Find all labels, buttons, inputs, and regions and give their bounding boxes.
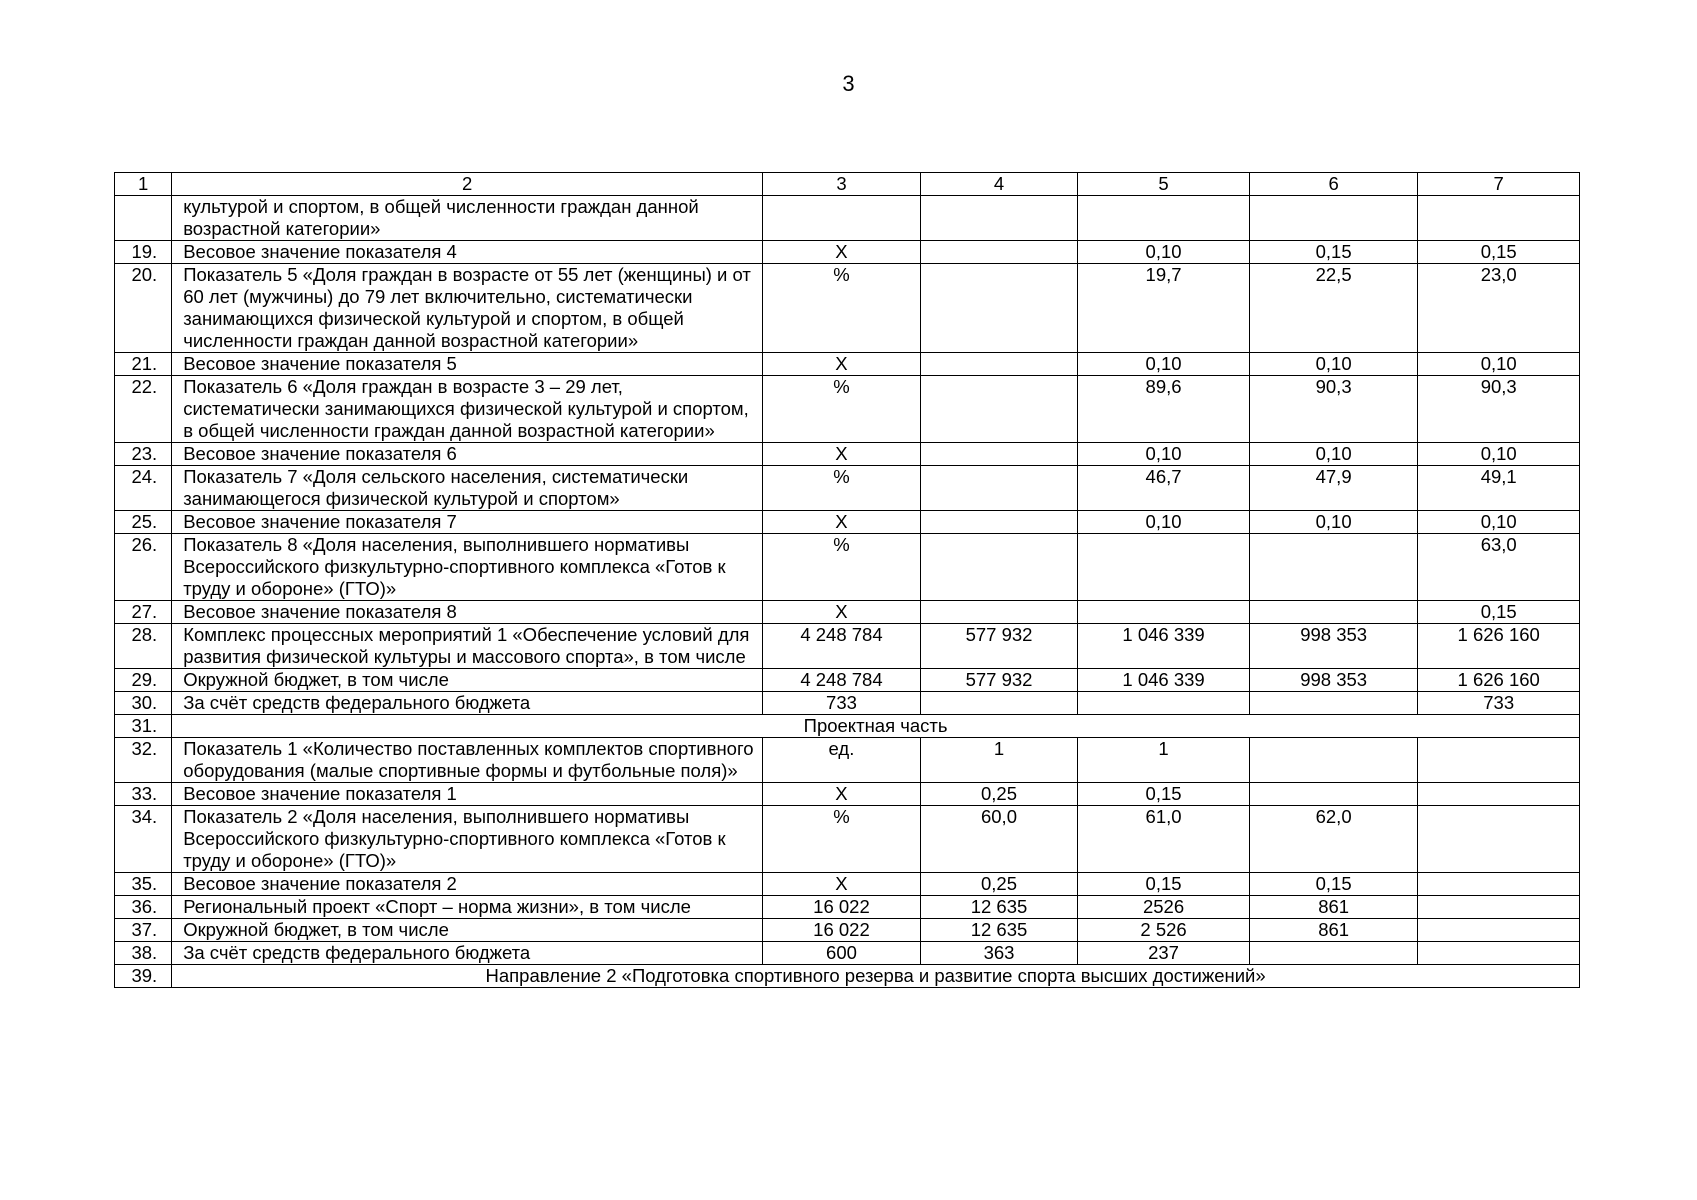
- indicator-name-cell: За счёт средств федерального бюджета: [172, 692, 763, 715]
- table-row: [115, 919, 1580, 942]
- section-row: [115, 715, 1580, 738]
- value-cell: 0,10: [1078, 511, 1250, 534]
- table-row: [115, 873, 1580, 896]
- value-cell: 0,15: [1418, 241, 1580, 264]
- value-cell: [1418, 806, 1580, 873]
- table-row: [115, 511, 1580, 534]
- unit-cell: Х: [763, 783, 921, 806]
- value-cell: [920, 353, 1078, 376]
- value-cell: 363: [920, 942, 1078, 965]
- indicator-name-cell: Показатель 5 «Доля граждан в возрасте от 55 лет (женщины) и от 60 лет (мужчины) до 79 лет включительно, систематически занимающихся физической культурой и спортом, в общей численности граждан данной возрастной категории»: [172, 264, 763, 353]
- indicator-name-cell: Показатель 8 «Доля населения, выполнившего нормативы Всероссийского физкультурно-спортивного комплекса «Готов к труду и обороне» (ГТО)»: [172, 534, 763, 601]
- table-row: [115, 738, 1580, 783]
- indicator-name-cell: Региональный проект «Спорт – норма жизни», в том числе: [172, 896, 763, 919]
- value-cell: [1249, 692, 1418, 715]
- row-number-cell: 24.: [115, 466, 172, 511]
- row-number-cell: 31.: [115, 715, 172, 738]
- value-cell: [1078, 601, 1250, 624]
- row-number-cell: 33.: [115, 783, 172, 806]
- unit-cell: 733: [763, 692, 921, 715]
- value-cell: [920, 692, 1078, 715]
- unit-cell: ед.: [763, 738, 921, 783]
- value-cell: [1078, 692, 1250, 715]
- table-header-row: [115, 173, 1580, 196]
- indicator-name-cell: Весовое значение показателя 7: [172, 511, 763, 534]
- section-row: [115, 965, 1580, 988]
- section-title-cell: Направление 2 «Подготовка спортивного резерва и развитие спорта высших достижений»: [172, 965, 1580, 988]
- value-cell: 998 353: [1249, 669, 1418, 692]
- value-cell: 61,0: [1078, 806, 1250, 873]
- value-cell: 1: [920, 738, 1078, 783]
- indicator-name-cell: культурой и спортом, в общей численности граждан данной возрастной категории»: [172, 196, 763, 241]
- value-cell: 47,9: [1249, 466, 1418, 511]
- value-cell: 861: [1249, 896, 1418, 919]
- value-cell: 0,10: [1249, 511, 1418, 534]
- value-cell: 22,5: [1249, 264, 1418, 353]
- value-cell: 0,15: [1418, 601, 1580, 624]
- value-cell: 577 932: [920, 624, 1078, 669]
- value-cell: [1418, 896, 1580, 919]
- value-cell: 1: [1078, 738, 1250, 783]
- value-cell: 46,7: [1078, 466, 1250, 511]
- table-row: [115, 264, 1580, 353]
- column-header: 6: [1249, 173, 1418, 196]
- value-cell: 2 526: [1078, 919, 1250, 942]
- value-cell: [1418, 873, 1580, 896]
- unit-cell: 16 022: [763, 919, 921, 942]
- row-number-cell: 19.: [115, 241, 172, 264]
- table-row: [115, 353, 1580, 376]
- value-cell: 12 635: [920, 919, 1078, 942]
- column-header: 4: [920, 173, 1078, 196]
- indicator-name-cell: Окружной бюджет, в том числе: [172, 669, 763, 692]
- unit-cell: %: [763, 534, 921, 601]
- indicator-name-cell: Показатель 2 «Доля населения, выполнившего нормативы Всероссийского физкультурно-спортивного комплекса «Готов к труду и обороне» (ГТО)»: [172, 806, 763, 873]
- table-row: [115, 806, 1580, 873]
- row-number-cell: 36.: [115, 896, 172, 919]
- page-number: 3: [842, 71, 855, 96]
- row-number-cell: 37.: [115, 919, 172, 942]
- value-cell: [1249, 196, 1418, 241]
- unit-cell: Х: [763, 601, 921, 624]
- row-number-cell: 35.: [115, 873, 172, 896]
- value-cell: [920, 534, 1078, 601]
- value-cell: [1249, 534, 1418, 601]
- row-number-cell: 25.: [115, 511, 172, 534]
- value-cell: [920, 264, 1078, 353]
- value-cell: 861: [1249, 919, 1418, 942]
- unit-cell: 4 248 784: [763, 669, 921, 692]
- unit-cell: Х: [763, 873, 921, 896]
- table-row: [115, 896, 1580, 919]
- row-number-cell: 34.: [115, 806, 172, 873]
- table-row: [115, 443, 1580, 466]
- value-cell: 577 932: [920, 669, 1078, 692]
- row-number-cell: 32.: [115, 738, 172, 783]
- column-header: 1: [115, 173, 172, 196]
- unit-cell: %: [763, 376, 921, 443]
- value-cell: [1078, 196, 1250, 241]
- value-cell: [1418, 738, 1580, 783]
- unit-cell: Х: [763, 241, 921, 264]
- value-cell: 0,10: [1418, 511, 1580, 534]
- indicator-name-cell: За счёт средств федерального бюджета: [172, 942, 763, 965]
- indicator-name-cell: Весовое значение показателя 4: [172, 241, 763, 264]
- table-row: [115, 241, 1580, 264]
- row-number-cell: 26.: [115, 534, 172, 601]
- value-cell: 90,3: [1249, 376, 1418, 443]
- table-row: [115, 534, 1580, 601]
- table-row: [115, 196, 1580, 241]
- indicator-name-cell: Показатель 6 «Доля граждан в возрасте 3 – 29 лет, систематически занимающихся физической культурой и спортом, в общей численности граждан данной возрастной категории»: [172, 376, 763, 443]
- value-cell: 12 635: [920, 896, 1078, 919]
- value-cell: 998 353: [1249, 624, 1418, 669]
- value-cell: 19,7: [1078, 264, 1250, 353]
- column-header: 2: [172, 173, 763, 196]
- row-number-cell: 38.: [115, 942, 172, 965]
- value-cell: 237: [1078, 942, 1250, 965]
- value-cell: 49,1: [1418, 466, 1580, 511]
- indicator-name-cell: Окружной бюджет, в том числе: [172, 919, 763, 942]
- value-cell: 0,10: [1418, 353, 1580, 376]
- unit-cell: %: [763, 264, 921, 353]
- value-cell: 0,10: [1078, 443, 1250, 466]
- value-cell: [920, 466, 1078, 511]
- table-row: [115, 376, 1580, 443]
- value-cell: 0,10: [1078, 353, 1250, 376]
- value-cell: [1078, 534, 1250, 601]
- table-row: [115, 692, 1580, 715]
- row-number-cell: 29.: [115, 669, 172, 692]
- value-cell: 0,25: [920, 783, 1078, 806]
- value-cell: 2526: [1078, 896, 1250, 919]
- value-cell: [920, 376, 1078, 443]
- value-cell: [920, 241, 1078, 264]
- unit-cell: Х: [763, 443, 921, 466]
- value-cell: 90,3: [1418, 376, 1580, 443]
- value-cell: [920, 443, 1078, 466]
- value-cell: 1 046 339: [1078, 669, 1250, 692]
- row-number-cell: 22.: [115, 376, 172, 443]
- section-title-cell: Проектная часть: [172, 715, 1580, 738]
- unit-cell: Х: [763, 511, 921, 534]
- value-cell: 0,15: [1078, 873, 1250, 896]
- value-cell: 0,10: [1249, 353, 1418, 376]
- table-row: [115, 624, 1580, 669]
- value-cell: [920, 196, 1078, 241]
- value-cell: 1 046 339: [1078, 624, 1250, 669]
- unit-cell: 4 248 784: [763, 624, 921, 669]
- indicator-name-cell: Комплекс процессных мероприятий 1 «Обеспечение условий для развития физической культуры и массового спорта», в том числе: [172, 624, 763, 669]
- unit-cell: 16 022: [763, 896, 921, 919]
- value-cell: 0,10: [1249, 443, 1418, 466]
- value-cell: [1418, 783, 1580, 806]
- value-cell: [1249, 783, 1418, 806]
- indicator-name-cell: Весовое значение показателя 5: [172, 353, 763, 376]
- value-cell: [1418, 942, 1580, 965]
- value-cell: 0,15: [1078, 783, 1250, 806]
- indicator-name-cell: Весовое значение показателя 6: [172, 443, 763, 466]
- value-cell: 60,0: [920, 806, 1078, 873]
- value-cell: [1418, 919, 1580, 942]
- value-cell: [1418, 196, 1580, 241]
- column-header: 3: [763, 173, 921, 196]
- row-number-cell: 30.: [115, 692, 172, 715]
- value-cell: 0,15: [1249, 241, 1418, 264]
- indicator-name-cell: Показатель 7 «Доля сельского населения, систематически занимающегося физической культурой и спортом»: [172, 466, 763, 511]
- value-cell: 0,10: [1418, 443, 1580, 466]
- row-number-cell: 27.: [115, 601, 172, 624]
- value-cell: 63,0: [1418, 534, 1580, 601]
- indicators-table: [114, 172, 1580, 988]
- value-cell: 23,0: [1418, 264, 1580, 353]
- table-row: [115, 669, 1580, 692]
- indicator-name-cell: Весовое значение показателя 1: [172, 783, 763, 806]
- value-cell: 89,6: [1078, 376, 1250, 443]
- column-header: 7: [1418, 173, 1580, 196]
- row-number-cell: 28.: [115, 624, 172, 669]
- unit-cell: [763, 196, 921, 241]
- unit-cell: %: [763, 806, 921, 873]
- indicator-name-cell: Весовое значение показателя 2: [172, 873, 763, 896]
- value-cell: [920, 511, 1078, 534]
- value-cell: 1 626 160: [1418, 624, 1580, 669]
- row-number-cell: [115, 196, 172, 241]
- row-number-cell: 21.: [115, 353, 172, 376]
- unit-cell: Х: [763, 353, 921, 376]
- indicator-name-cell: Весовое значение показателя 8: [172, 601, 763, 624]
- table-row: [115, 942, 1580, 965]
- value-cell: [1249, 738, 1418, 783]
- row-number-cell: 39.: [115, 965, 172, 988]
- value-cell: 62,0: [1249, 806, 1418, 873]
- unit-cell: %: [763, 466, 921, 511]
- table-row: [115, 466, 1580, 511]
- value-cell: 0,15: [1249, 873, 1418, 896]
- value-cell: 0,25: [920, 873, 1078, 896]
- value-cell: 733: [1418, 692, 1580, 715]
- unit-cell: 600: [763, 942, 921, 965]
- value-cell: [1249, 601, 1418, 624]
- indicator-name-cell: Показатель 1 «Количество поставленных комплектов спортивного оборудования (малые спортивные формы и футбольные поля)»: [172, 738, 763, 783]
- value-cell: [1249, 942, 1418, 965]
- table-row: [115, 601, 1580, 624]
- value-cell: 1 626 160: [1418, 669, 1580, 692]
- value-cell: 0,10: [1078, 241, 1250, 264]
- table-row: [115, 783, 1580, 806]
- row-number-cell: 20.: [115, 264, 172, 353]
- value-cell: [920, 601, 1078, 624]
- row-number-cell: 23.: [115, 443, 172, 466]
- column-header: 5: [1078, 173, 1250, 196]
